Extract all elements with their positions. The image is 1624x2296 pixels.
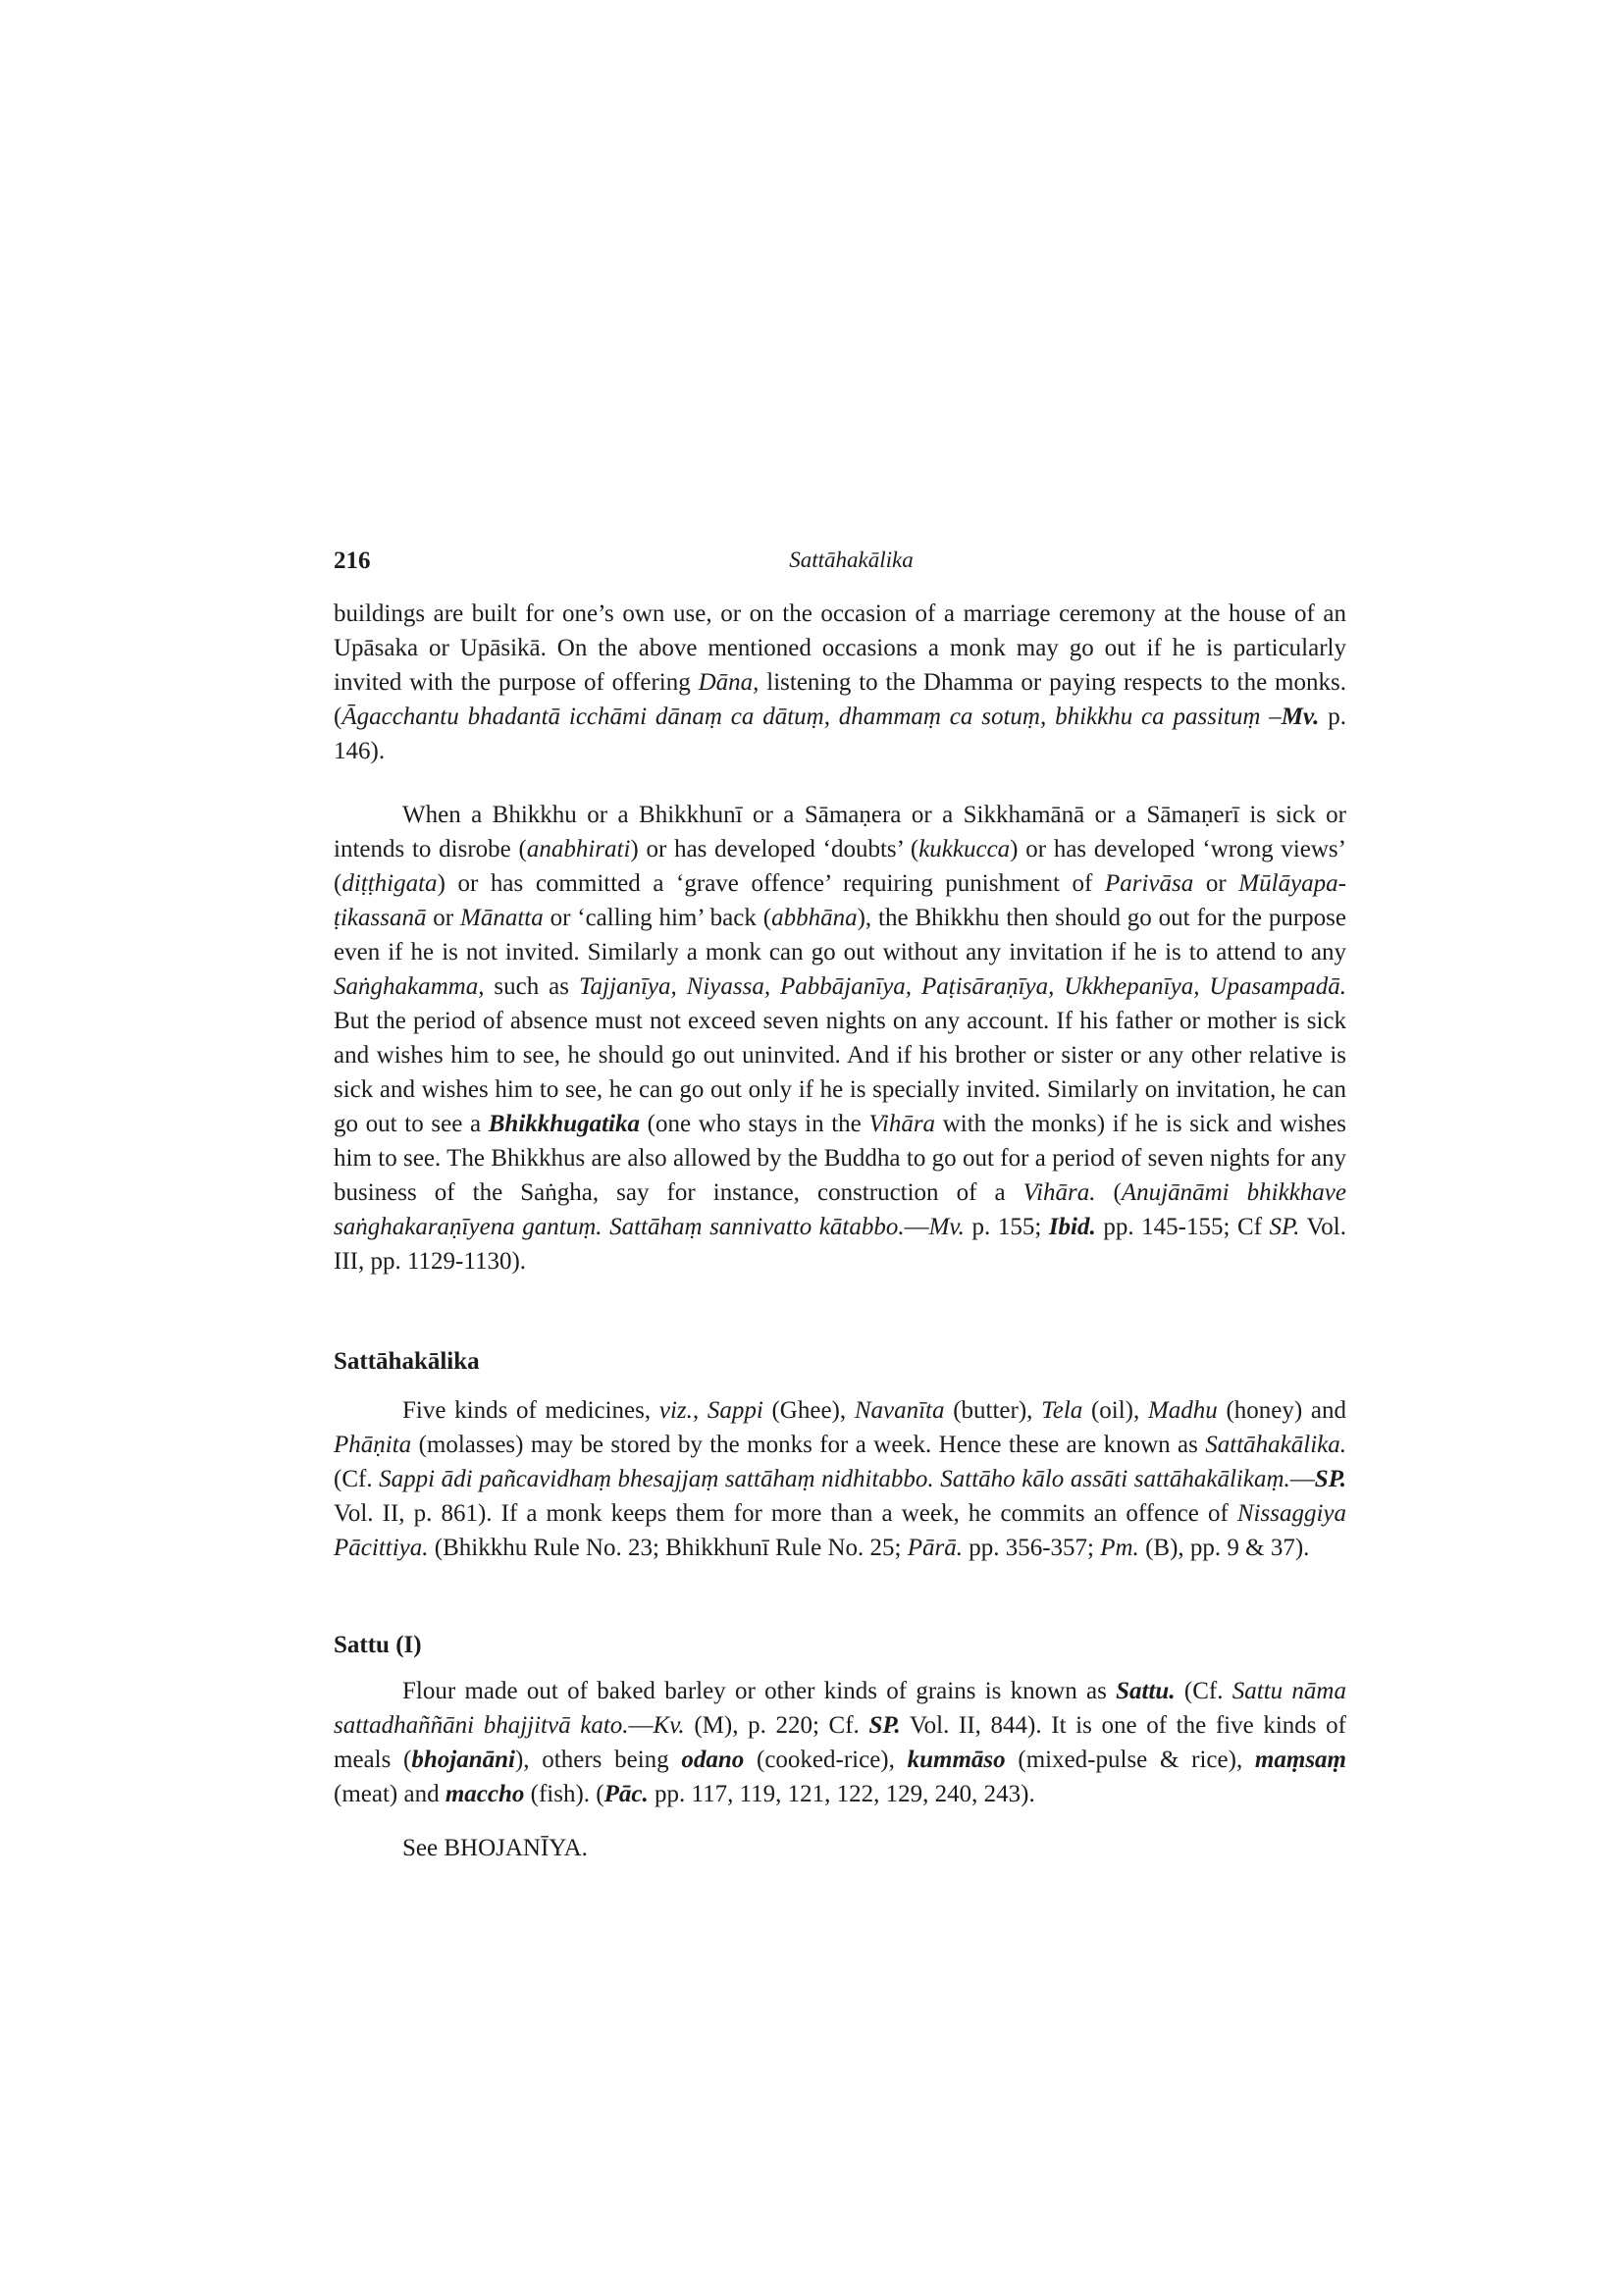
page-body (334, 597, 1346, 1865)
page-number: 216 (334, 548, 371, 574)
paragraph-sattahakalika: Five kinds of medicines, viz., Sappi (Ghee), Navanīta (butter), Tela (oil), Madhu (honey) and Phāṇita (molasses) may be stored by the monks for a week. Hence these are known as Sattāhakālika. (Cf. Sappi ādi pañcavidhaṃ bhesajjaṃ sattāhaṃ nidhitabbo. Sattāho kālo assāti sattāhakālikaṃ.—SP. Vol. II, p. 861). If a monk keeps them for more than a week, he commits an offence of Nissaggiya Pācittiya. (Bhikkhu Rule No. 23; Bhikkhunī Rule No. 25; Pārā. pp. 356-357; Pm. (B), pp. 9 & 37). (334, 1397, 1347, 1561)
paragraph-sattu: Flour made out of baked barley or other kinds of grains is known as Sattu. (Cf. Sattu nāma sattadhaññāni bhajjitvā kato.—Kv. (M), p. 220; Cf. SP. Vol. II, 844). It is one of the five kinds of meals (bhojanāni), others being odano (cooked-rice), kummāso (mixed-pulse & rice), maṃsaṃ (meat) and maccho (fish). (Pāc. pp. 117, 119, 121, 122, 129, 240, 243). (334, 1678, 1346, 1807)
running-head: Sattāhakālika (789, 548, 914, 572)
continued-paragraph: buildings are built for one’s own use, or on the occasion of a marriage ceremony at the house of an Upāsaka or Upāsikā. On the above mentioned occasions a monk may go out if he is particularly invited with the purpose of offering Dāna, listening to the Dhamma or paying respects to the monks. (Āgacchantu bhadantā icchāmi dānaṃ ca dātuṃ, dhammaṃ ca sotuṃ, bhikkhu ca passituṃ –Mv. p. 146). (334, 600, 1347, 764)
entry-heading-sattahakalika: Sattāhakālika (334, 1348, 480, 1375)
cross-reference: See BHOJANĪYA. (402, 1835, 588, 1861)
entry-heading-sattu: Sattu (I) (334, 1632, 422, 1658)
paragraph-leaving-monastery: When a Bhikkhu or a Bhikkhunī or a Sāmaṇera or a Sikkhamānā or a Sāmaṇerī is sick or intends to disrobe (anabhirati) or has developed ‘doubts’ (kukkucca) or has developed ‘wrong views’ (diṭṭhigata) or has committed a ‘grave offence’ requiring punishment of Parivāsa or Mūlāyapa-ṭikassanā or Mānatta or ‘calling him’ back (abbhāna), the Bhikkhu then should go out for the purpose even if he is not invited. Similarly a monk can go out without any invitation if he is to attend to any Saṅghakamma, such as Tajjanīya, Niyassa, Pabbājanīya, Paṭisāraṇīya, Ukkhepanīya, Upasampadā. But the period of absence must not exceed seven nights on any account. If his father or mother is sick and wishes him to see, he should go out uninvited. And if his brother or sister or any other relative is sick and wishes him to see, he can go out only if he is specially invited. Similarly on invitation, he can go out to see a Bhikkhugatika (one who stays in the Vihāra with the monks) if he is sick and wishes him to see. The Bhikkhus are also allowed by the Buddha to go out for a period of seven nights for any business of the Saṅgha, say for instance, construction of a Vihāra. (Anujānāmi bhikkhave saṅghakaraṇīyena gantuṃ. Sattāhaṃ sannivatto kātabbo.—Mv. p. 155; Ibid. pp. 145-155; Cf SP. Vol. III, pp. 1129-1130). (334, 802, 1347, 1275)
page-header (334, 548, 1369, 587)
